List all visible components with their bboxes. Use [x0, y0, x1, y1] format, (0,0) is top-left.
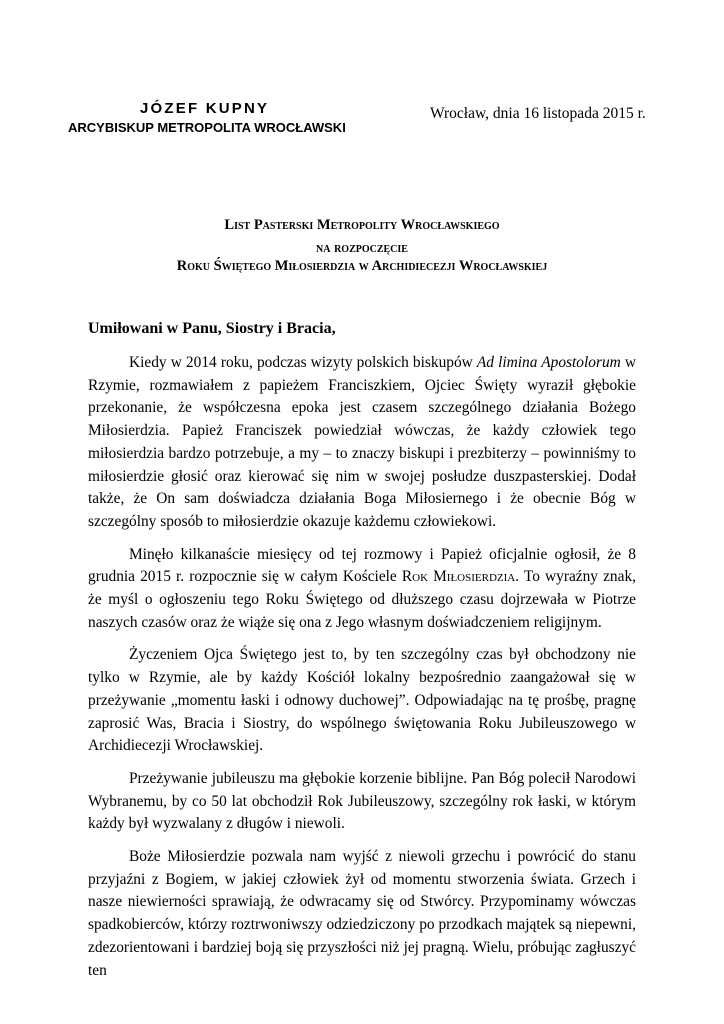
p1-text-a: Kiedy w 2014 roku, podczas wizyty polskich biskupów	[129, 354, 477, 371]
p2-rok: Rok Miłosierdzia	[401, 568, 516, 586]
paragraph-3: Życzeniem Ojca Świętego jest to, by ten szczególny czas był obchodzony nie tylko w Rzymie, ale by każdy Kościół lokalny bezpośrednio zaangażował się w przeżywanie „momentu łaski i odnowy duchowej”. Odpowiadając na tę prośbę, pragnę zaprosić Was, Bracia i Siostry, do wspólnego świętowania Roku Jubileuszowego w Archidiecezji Wrocławskiej.	[88, 646, 636, 755]
p2-text-b: . To wyraźny znak, że myśl o ogłoszeniu tego Roku Świętego od dłuższego czasu dojrzewała w Piotrze naszych czasów oraz że wiąże się ona z Jego własnym doświadczeniem religijnym.	[88, 568, 636, 631]
paragraph-5: Boże Miłosierdzie pozwala nam wyjść z niewoli grzechu i powrócić do stanu przyjaźni z Bogiem, w jakiej człowiek żył od momentu stworzenia świata. Grzech i nasze niewierności sprawiają, że odwracamy się od Stwórcy. Przypominamy wówczas spadkobierców, którzy roztrwoniwszy odziedziczony po przodkach majątek są niepewni, zdezorientowani i bardziej boją się przyszłości niż jej pragną. Wielu, próbując zagłuszyć ten	[88, 848, 636, 979]
title-line-3: Roku Świętego Miłosierdzia w Archidiecezji Wrocławskiej	[176, 258, 548, 274]
paragraph-2	[88, 544, 636, 635]
author-title: ARCYBISKUP METROPOLITA WROCŁAWSKI	[68, 120, 346, 135]
p1-text-b: w Rzymie, rozmawiałem z papieżem Franciszkiem, Ojciec Święty wyraził głębokie przekonanie, że współczesna epoka jest czasem szczególnego działania Bożego Miłosierdzia. Papież Franciszek powiedział wówczas, że każdy człowiek tego miłosierdzia bardzo potrzebuje, a my – to znaczy biskupi i prezbiterzy – powinniśmy to miłosierdzie głosić oraz kierować się nim w swojej posłudze duszpasterskiej. Dodał także, że On sam doświadcza działania Boga Miłosiernego i że obecnie Bóg w szczególny sposób to miłosierdzie okazuje każdemu człowiekowi.	[88, 354, 636, 530]
letter-date: Wrocław, dnia 16 listopada 2015 r.	[430, 105, 646, 122]
paragraph-1	[88, 352, 636, 534]
paragraph-4: Przeżywanie jubileuszu ma głębokie korzenie biblijne. Pan Bóg polecił Narodowi Wybranemu, by co 50 lat obchodził Rok Jubileuszowy, szczególny rok łaski, w którym każdy był wyzwalany z długów i niewoli.	[88, 769, 636, 833]
p1-latin: Ad limina Apostolorum	[476, 354, 621, 371]
letter-body	[88, 352, 636, 992]
greeting: Umiłowani w Panu, Siostry i Bracia,	[88, 320, 336, 337]
title-line-2: na rozpoczęcie	[316, 240, 408, 256]
author-name: JÓZEF KUPNY	[140, 100, 270, 117]
title-line-1: List Pasterski Metropolity Wrocławskiego	[224, 217, 500, 233]
p2-text-a: Minęło kilkanaście miesięcy od tej rozmowy i Papież oficjalnie ogłosił, że 8 grudnia 2015 r. rozpocznie się w całym Kościele	[88, 545, 636, 586]
